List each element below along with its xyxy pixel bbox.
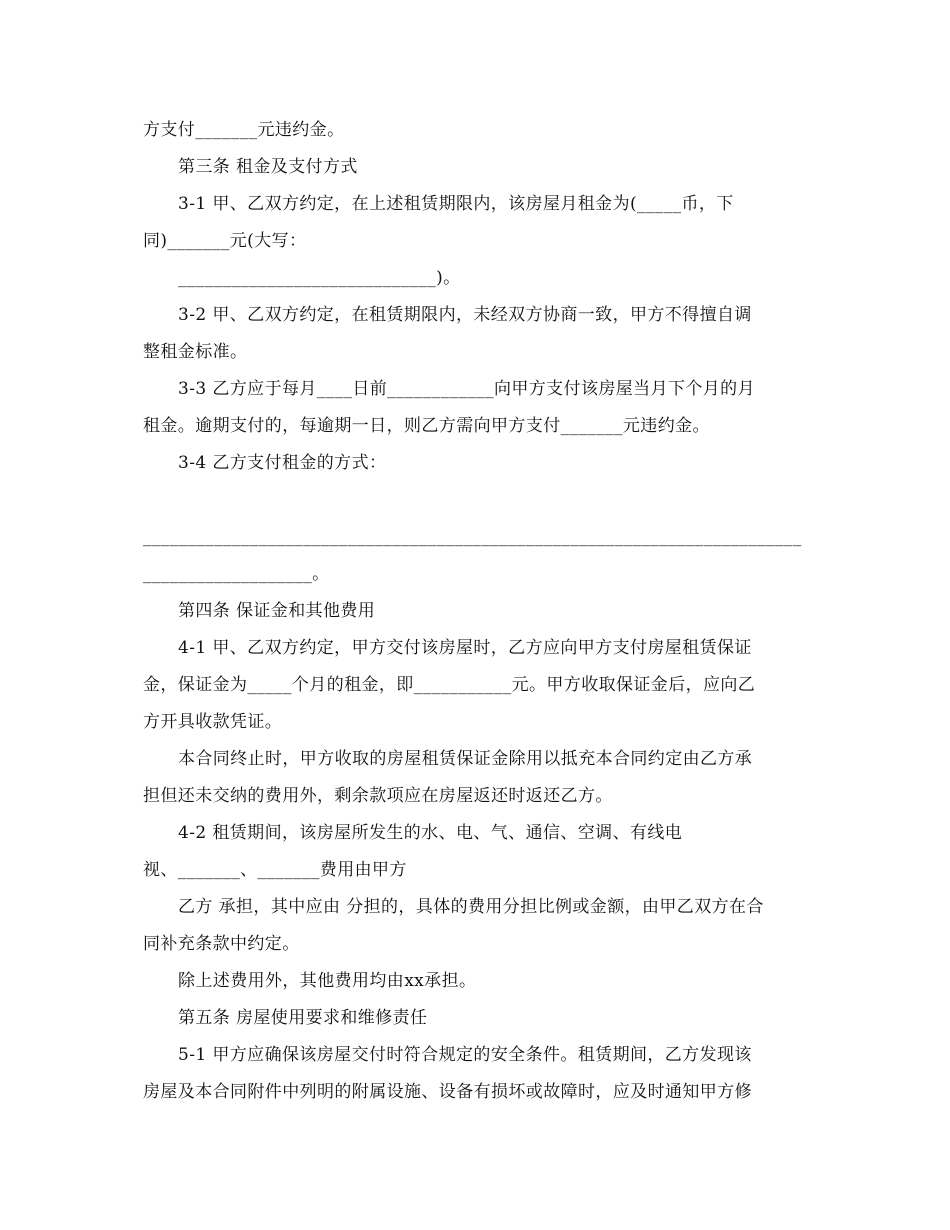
text-line: 3-2 甲、乙双方约定，在租赁期限内，未经双方协商一致，甲方不得擅自调 [178,305,752,325]
text-line: _____________________________)。 [178,268,461,288]
text-line: 视、_______、_______费用由甲方 [143,860,407,880]
text-line: 5-1 甲方应确保该房屋交付时符合规定的安全条件。租赁期间，乙方发现该 [178,1045,752,1065]
section-heading: 第三条 租金及支付方式 [178,157,358,177]
text-line: ___________________。 [143,564,330,584]
text-line: 同补充条款中约定。 [143,934,300,954]
text-line: 租金。逾期支付的，每逾期一日，则乙方需向甲方支付_______元违约金。 [143,416,710,436]
text-line: 金，保证金为_____个月的租金，即___________元。甲方收取保证金后，应向乙 [143,675,756,695]
text-line: 方支付_______元违约金。 [143,120,345,140]
text-line: 3-1 甲、乙双方约定，在上述租赁期限内，该房屋月租金为(_____币，下 [178,194,734,214]
section-heading: 第五条 房屋使用要求和维修责任 [178,1008,428,1028]
text-line: 3-3 乙方应于每月____日前____________向甲方支付该房屋当月下个月的月 [178,379,755,399]
text-line: 本合同终止时，甲方收取的房屋租赁保证金除用以抵充本合同约定由乙方承 [178,749,753,769]
blank-fill-line: __________________________________________________________________________ [143,527,802,547]
text-line: 担但还未交纳的费用外，剩余款项应在房屋返还时返还乙方。 [143,786,613,806]
text-line: 方开具收款凭证。 [143,712,283,732]
text-line: 除上述费用外，其他费用均由xx承担。 [178,971,477,991]
text-line: 同)_______元(大写： [143,231,307,251]
text-line: 整租金标准。 [143,342,248,362]
section-heading: 第四条 保证金和其他费用 [178,601,376,621]
text-line: 房屋及本合同附件中列明的附属设施、设备有损坏或故障时，应及时通知甲方修 [143,1082,752,1102]
text-line: 4-2 租赁期间，该房屋所发生的水、电、气、通信、空调、有线电 [178,823,683,843]
text-line: 3-4 乙方支付租金的方式： [178,453,387,473]
text-line: 4-1 甲、乙双方约定，甲方交付该房屋时，乙方应向甲方支付房屋租赁保证 [178,638,752,658]
text-line: 乙方 承担，其中应由 分担的，具体的费用分担比例或金额，由甲乙双方在合 [178,897,764,917]
